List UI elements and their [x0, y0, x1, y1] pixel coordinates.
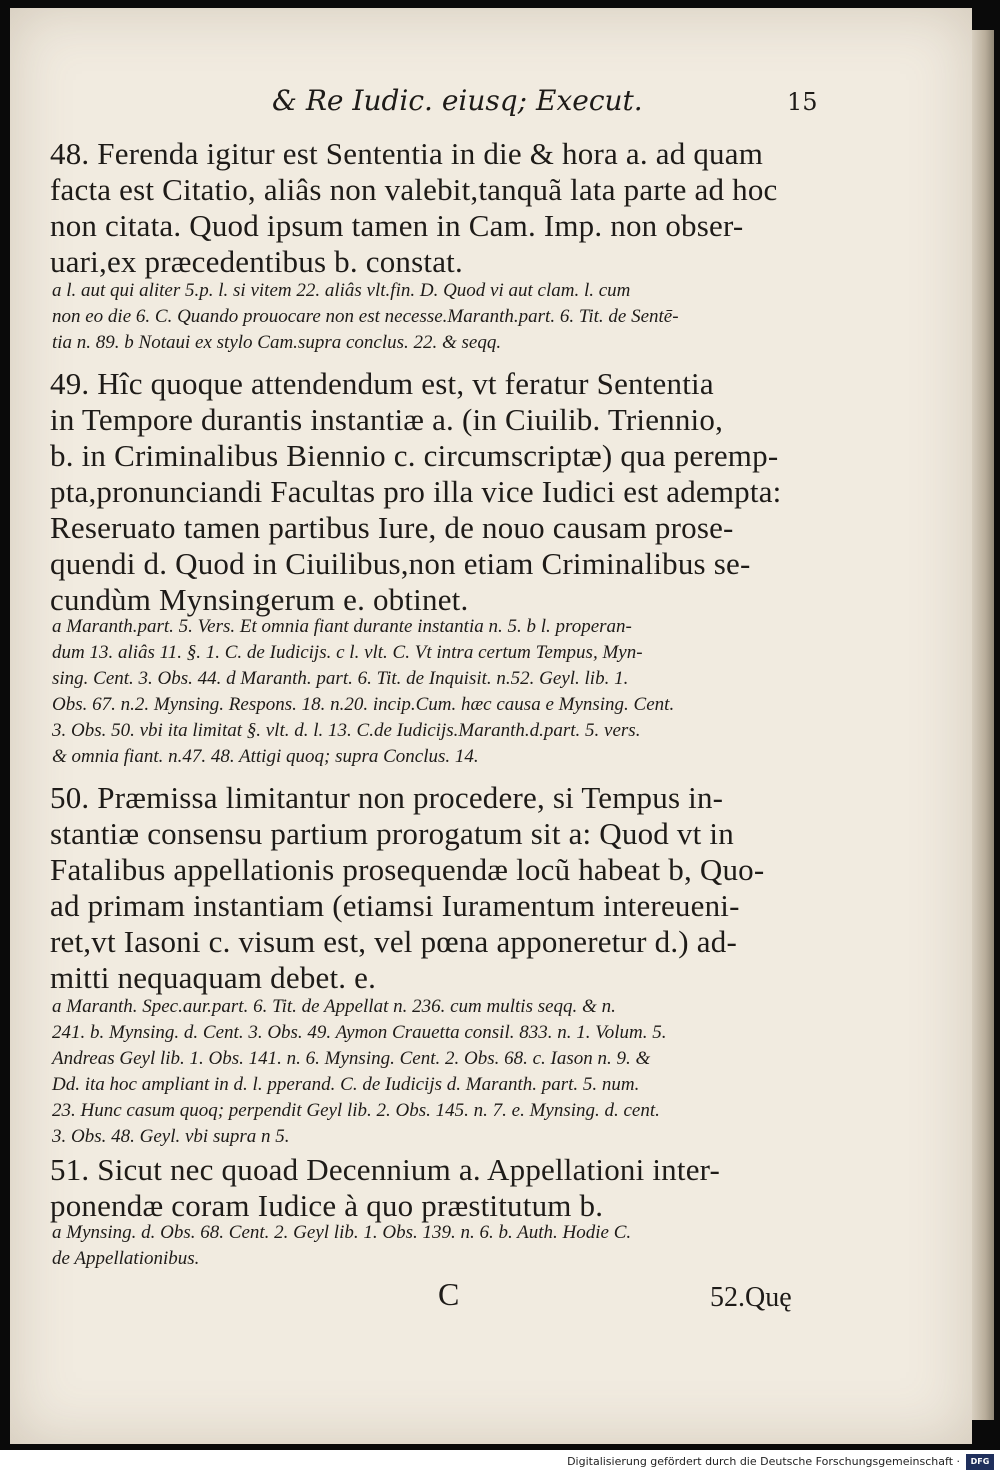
text-line: Reseruato tamen partibus Iure, de nouo causam prose-	[50, 510, 734, 545]
running-title: & Re Iudic. eiusq; Execut.	[272, 84, 643, 117]
book-page	[10, 8, 972, 1444]
text-line: facta est Citatio, aliâs non valebit,tanquã lata parte ad hoc	[50, 172, 778, 207]
text-line: 49. Hîc quoque attendendum est, vt feratur Sententia	[50, 366, 714, 401]
signature-mark: C	[438, 1276, 460, 1312]
text-line: ad primam instantiam (etiamsi Iuramentum intereueni-	[50, 888, 740, 923]
footnote-line: dum 13. aliâs 11. §. 1. C. de Iudicijs. c l. vlt. C. Vt intra certum Tempus, Myn-	[52, 642, 643, 663]
footnote-line: 3. Obs. 50. vbi ita limitat §. vlt. d. l. 13. C.de Iudicijs.Maranth.d.part. 5. vers.	[52, 720, 641, 741]
footnote-line: 23. Hunc casum quoq; perpendit Geyl lib. 2. Obs. 145. n. 7. e. Mynsing. d. cent.	[52, 1100, 660, 1121]
footnote-line: Obs. 67. n.2. Mynsing. Respons. 18. n.20. incip.Cum. hæc causa e Mynsing. Cent.	[52, 694, 675, 715]
text-line: quendi d. Quod in Ciuilibus,non etiam Criminalibus se-	[50, 546, 751, 581]
text-line: pta,pronunciandi Facultas pro illa vice Iudici est adempta:	[50, 474, 782, 509]
text-line: in Tempore durantis instantiæ a. (in Ciuilib. Triennio,	[50, 402, 724, 437]
funding-credit: Digitalisierung gefördert durch die Deutsche Forschungsgemeinschaft ·	[567, 1455, 960, 1468]
text-line: ret,vt Iasoni c. visum est, vel pœna apponeretur d.) ad-	[50, 924, 737, 959]
text-line: 51. Sicut nec quoad Decennium a. Appellationi inter-	[50, 1152, 721, 1187]
footnote-line: Andreas Geyl lib. 1. Obs. 141. n. 6. Mynsing. Cent. 2. Obs. 68. c. Iason n. 9. &	[52, 1048, 651, 1069]
footnote-line: Dd. ita hoc ampliant in d. l. pperand. C. de Iudicijs d. Maranth. part. 5. num.	[52, 1074, 640, 1095]
footnote-line: a Mynsing. d. Obs. 68. Cent. 2. Geyl lib. 1. Obs. 139. n. 6. b. Auth. Hodie C.	[52, 1222, 632, 1243]
text-line: stantiæ consensu partium prorogatum sit a: Quod vt in	[50, 816, 734, 851]
footnote-line: 3. Obs. 48. Geyl. vbi supra n 5.	[52, 1126, 290, 1147]
footnote-line: a Maranth. Spec.aur.part. 6. Tit. de Appellat n. 236. cum multis seqq. & n.	[52, 996, 616, 1017]
footnote-line: tia n. 89. b Notaui ex stylo Cam.supra conclus. 22. & seqq.	[52, 332, 502, 353]
dfg-logo: DFG	[966, 1454, 994, 1470]
footnote-line: a Maranth.part. 5. Vers. Et omnia fiant durante instantia n. 5. b l. properan-	[52, 616, 632, 637]
text-line: mitti nequaquam debet. e.	[50, 960, 377, 995]
footnote-line: a l. aut qui aliter 5.p. l. si vitem 22. aliâs vlt.fin. D. Quod vi aut clam. l. cum	[52, 280, 631, 301]
text-line: Fatalibus appellationis prosequendæ locũ habeat b, Quo-	[50, 852, 765, 887]
text-line: uari,ex præcedentibus b. constat.	[50, 244, 463, 279]
page-edge	[972, 30, 994, 1420]
footnote-line: de Appellationibus.	[52, 1248, 200, 1269]
footnote-line: sing. Cent. 3. Obs. 44. d Maranth. part. 6. Tit. de Inquisit. n.52. Geyl. lib. 1.	[52, 668, 629, 689]
text-line: cundùm Mynsingerum e. obtinet.	[50, 582, 469, 617]
catchword: 52.Quę	[710, 1282, 792, 1313]
digitization-footer	[0, 1450, 1000, 1475]
footnote-line: 241. b. Mynsing. d. Cent. 3. Obs. 49. Aymon Crauetta consil. 833. n. 1. Volum. 5.	[52, 1022, 667, 1043]
footnote-line: & omnia fiant. n.47. 48. Attigi quoq; supra Conclus. 14.	[52, 746, 479, 767]
text-line: non citata. Quod ipsum tamen in Cam. Imp. non obser-	[50, 208, 744, 243]
page-number: 15	[787, 88, 818, 116]
text-line: ponendæ coram Iudice à quo præstitutum b.	[50, 1188, 604, 1223]
text-line: 48. Ferenda igitur est Sententia in die & hora a. ad quam	[50, 136, 764, 171]
footnote-line: non eo die 6. C. Quando prouocare non est necesse.Maranth.part. 6. Tit. de Sentē-	[52, 306, 679, 327]
text-line: b. in Criminalibus Biennio c. circumscriptæ) qua peremp-	[50, 438, 779, 473]
text-line: 50. Præmissa limitantur non procedere, si Tempus in-	[50, 780, 724, 815]
